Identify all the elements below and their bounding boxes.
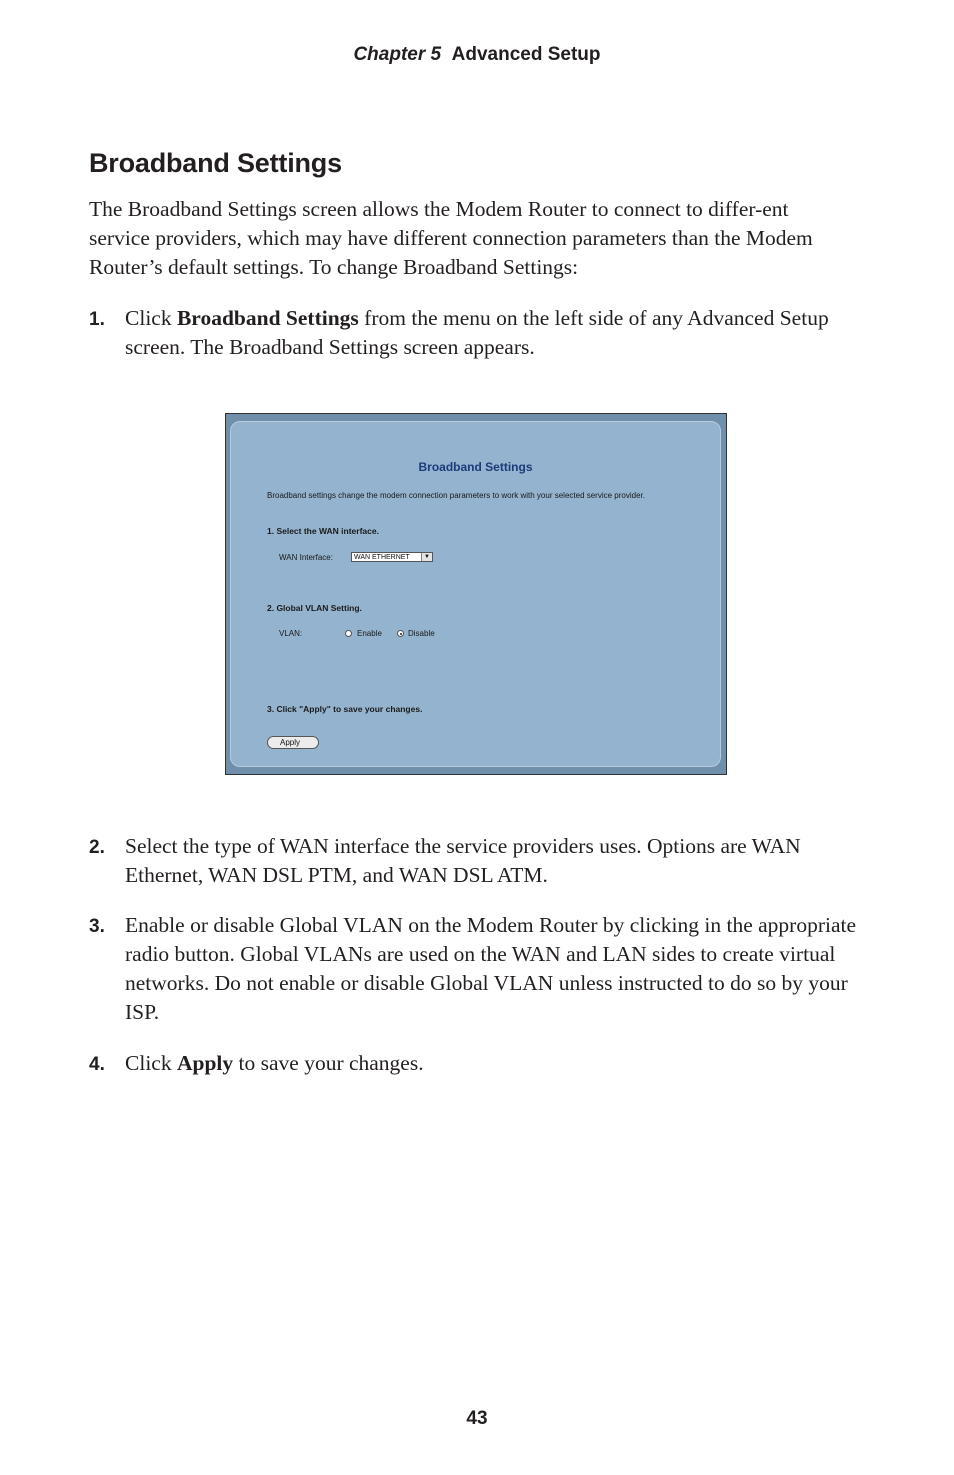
panel-title: Broadband Settings bbox=[418, 460, 533, 474]
section-label: Advanced Setup bbox=[451, 44, 601, 65]
vlan-disable-radio[interactable] bbox=[397, 630, 404, 637]
step-text: Select the type of WAN interface the service providers uses. Options are WAN Ethernet, WAN DSL PTM, and WAN DSL ATM. bbox=[125, 834, 801, 887]
step-number: 1. bbox=[89, 309, 105, 330]
wan-interface-label: WAN Interface: bbox=[279, 553, 333, 562]
step-emphasis: Apply bbox=[176, 1051, 234, 1075]
intro-paragraph: The Broadband Settings screen allows the Modem Router to connect to differ-ent service providers, which may have different connection parameters than the Modem Router’s default settings. To change Broadband Settings: bbox=[89, 197, 813, 279]
step-text: from the menu on the left side of any Advanced Setup screen. The Broadband Settings screen appears. bbox=[125, 306, 829, 359]
step-text: Click bbox=[125, 1051, 177, 1075]
wan-interface-select[interactable] bbox=[351, 552, 433, 562]
chapter-label: Chapter 5 bbox=[353, 44, 442, 65]
page-number: 43 bbox=[466, 1408, 488, 1429]
vlan-enable-label: Enable bbox=[357, 629, 382, 638]
step-number: 3. bbox=[89, 916, 105, 937]
section-title: Broadband Settings bbox=[89, 148, 342, 178]
wan-interface-value: WAN ETHERNET bbox=[354, 554, 410, 561]
screenshot-figure bbox=[225, 413, 727, 775]
chevron-down-icon[interactable]: ▼ bbox=[421, 553, 432, 561]
step-1 bbox=[89, 304, 859, 362]
step-number: 2. bbox=[89, 837, 105, 858]
vlan-label: VLAN: bbox=[279, 629, 303, 638]
apply-heading: 3. Click "Apply" to save your changes. bbox=[267, 704, 423, 714]
vlan-disable-label: Disable bbox=[408, 629, 435, 638]
step-3 bbox=[89, 911, 859, 1027]
step-2 bbox=[89, 832, 859, 890]
step-text: Enable or disable Global VLAN on the Modem Router by clicking in the appropriate radio button. Global VLANs are used on the WAN and LAN sides to create virtual networks. Do not enable or disable Global VLAN unless instructed to do so by your ISP. bbox=[125, 913, 857, 1024]
step-number: 4. bbox=[89, 1054, 105, 1075]
settings-panel bbox=[230, 421, 721, 767]
step-emphasis: Broadband Settings bbox=[176, 306, 359, 330]
panel-description: Broadband settings change the modem connection parameters to work with your selected service provider. bbox=[267, 491, 645, 500]
vlan-heading: 2. Global VLAN Setting. bbox=[267, 603, 362, 613]
step-4 bbox=[89, 1049, 859, 1078]
running-head bbox=[0, 44, 954, 66]
wan-heading: 1. Select the WAN interface. bbox=[267, 526, 379, 536]
apply-button[interactable]: Apply bbox=[267, 736, 319, 749]
vlan-enable-radio[interactable] bbox=[345, 630, 352, 637]
step-text: Click bbox=[125, 306, 177, 330]
step-text: to save your changes. bbox=[233, 1051, 424, 1075]
